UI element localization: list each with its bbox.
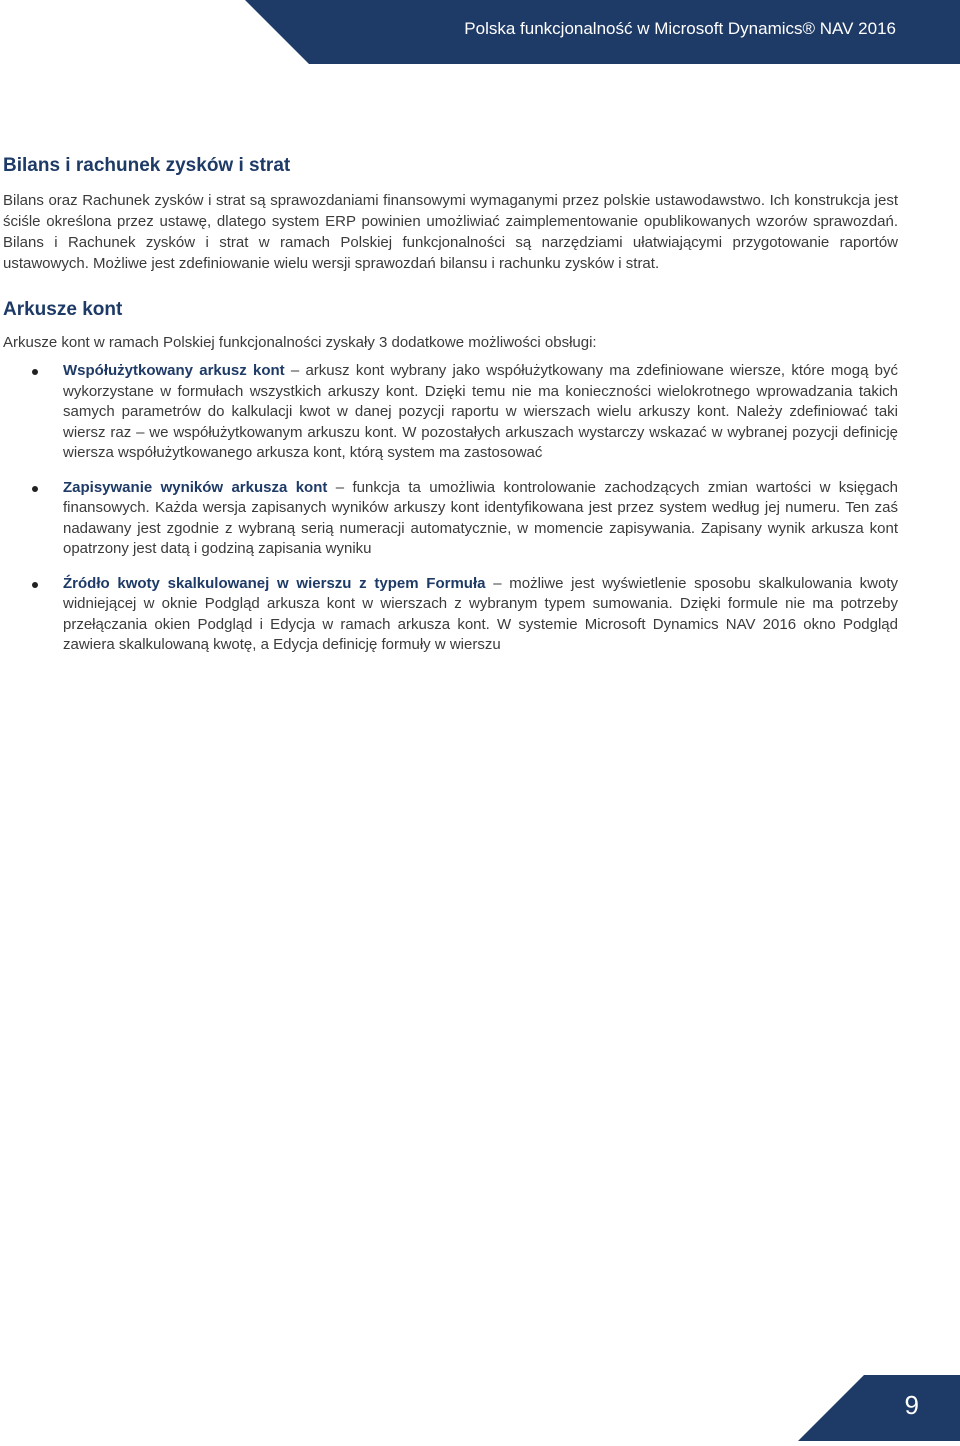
feature-list	[3, 361, 898, 656]
section-balance-sheet	[3, 152, 898, 274]
section-account-schedules	[3, 296, 898, 656]
document-title: Polska funkcjonalność w Microsoft Dynamics® NAV 2016	[464, 19, 896, 38]
page-number: 9	[904, 1390, 919, 1420]
balance-paragraph: Bilans oraz Rachunek zysków i strat są sprawozdaniami finansowymi wymaganymi przez polskie ustawodawstwo. Ich konstrukcja jest ściśle określona przez ustawę, dlatego system ERP powinien umożliwiać zaimplementowanie opublikowanych wzorów sprawozdań. Bilans i Rachunek zysków i strat w ramach Polskiej funkcjonalności są narzędziami ułatwiającymi przygotowanie raportów ustawowych. Możliwe jest zdefiniowanie wielu wersji sprawozdań bilansu i rachunku zysków i strat.	[3, 192, 898, 272]
list-item	[3, 361, 898, 464]
feature-description: – możliwe jest wyświetlenie sposobu skalkulowania kwoty widniejącej w oknie Podgląd arkusza kont w wierszach z wybranym typem sumowania. Dzięki formule nie ma potrzeby przełączania okien Podgląd i Edycja w ramach arkusza kont. W systemie Microsoft Dynamics NAV 2016 okno Podgląd zawiera skalkulowaną kwotę, a Edycja definicję formuły w wierszu	[63, 574, 899, 653]
bullet-icon	[32, 369, 38, 375]
page-corner-shape	[798, 1375, 960, 1441]
page-corner	[798, 1375, 960, 1441]
header-band	[0, 0, 960, 64]
section-heading-account-schedules: Arkusze kont	[3, 299, 123, 320]
bullet-icon	[32, 582, 38, 588]
main-content	[3, 152, 898, 670]
feature-term: Współużytkowany arkusz kont	[63, 362, 285, 379]
list-item	[3, 574, 898, 656]
section-heading-balance: Bilans i rachunek zysków i strat	[3, 155, 291, 176]
feature-description: – funkcja ta umożliwia kontrolowanie zachodzących zmian wartości w księgach finansowych. Każda wersja zapisanych wyników arkuszy kont identyfikowana jest przez system według jej numeru. Ten zaś nadawany jest zgodnie z wybraną serią numeracji automatycznie, w momencie zapisywania. Zapisany wynik arkusza kont opatrzony jest datą i godziną zapisania wyniku	[63, 478, 899, 557]
feature-term: Źródło kwoty skalkulowanej w wierszu z typem Formuła	[63, 574, 486, 592]
feature-description: – arkusz kont wybrany jako współużytkowany ma zdefiniowane wiersze, które mogą być wykorzystane w formułach wszystkich arkuszy kont. Dzięki temu nie ma konieczności wielokrotnego wprowadzania takich samych parametrów do kalkulacji kwot w danej pozycji raportu w wierszach wielu arkuszy kont. Należy zdefiniować taki wiersz raz – we współużytkowanym arkuszu kont. W pozostałych arkuszach wystarczy wskazać w wybranej pozycji definicję wiersza współużytkowanego arkusza kont, którą system ma zastosować	[63, 362, 898, 461]
account-schedules-intro: Arkusze kont w ramach Polskiej funkcjonalności zyskały 3 dodatkowe możliwości obsługi:	[3, 334, 597, 351]
bullet-icon	[32, 486, 38, 492]
feature-term: Zapisywanie wyników arkusza kont	[63, 478, 328, 496]
list-item	[3, 478, 898, 560]
